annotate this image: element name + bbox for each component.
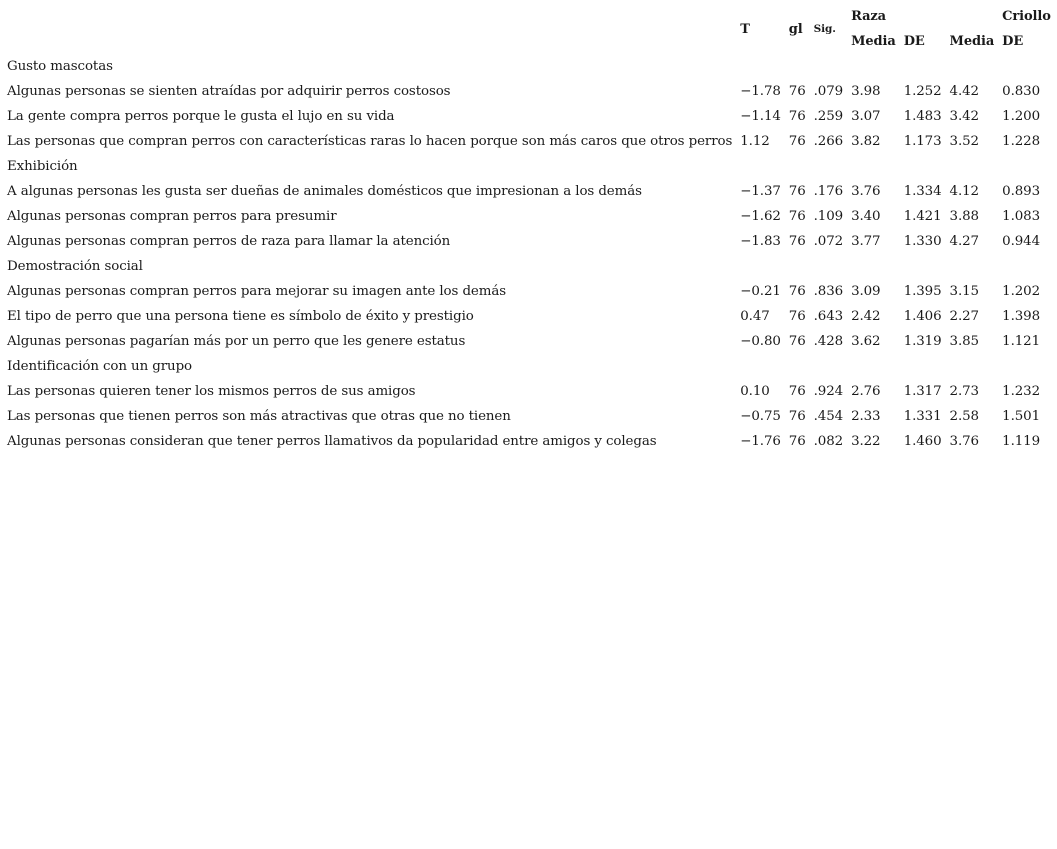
empty-cell <box>785 154 810 179</box>
empty-cell <box>847 154 900 179</box>
raza-de-value: 1.395 <box>903 284 942 299</box>
gl-header: gl <box>788 21 803 37</box>
t-value: 0.10 <box>740 384 770 399</box>
sig-value: .082 <box>813 434 844 449</box>
empty-cell <box>900 154 946 179</box>
empty-cell <box>998 54 1055 79</box>
table-row <box>3 329 1055 354</box>
group-raza-header: Raza <box>851 9 886 24</box>
sig-value: .079 <box>813 84 844 99</box>
raza-media-value: 3.22 <box>851 434 881 449</box>
t-value: −0.80 <box>740 334 781 349</box>
criollo-media-value: 2.27 <box>949 309 979 324</box>
t-value: −1.62 <box>740 209 781 224</box>
raza-de-value: 1.406 <box>903 309 942 324</box>
empty-cell <box>847 354 900 379</box>
sig-value: .259 <box>813 109 844 124</box>
criollo-de-value: 1.232 <box>1002 384 1040 399</box>
gl-value: 76 <box>788 284 806 299</box>
criollo-de-value: 1.119 <box>1002 434 1040 449</box>
table-row <box>3 429 1055 454</box>
raza-media-value: 3.77 <box>851 234 881 249</box>
raza-media-value: 3.40 <box>851 209 881 224</box>
empty-cell <box>900 354 946 379</box>
sig-value: .428 <box>813 334 844 349</box>
section-label: Identificación con un grupo <box>7 359 192 374</box>
sig-value: .643 <box>813 309 844 324</box>
gl-value: 76 <box>788 184 806 199</box>
item-label: A algunas personas les gusta ser dueñas de animales domésticos que impresionan a los demás <box>7 184 642 199</box>
t-value: −0.75 <box>740 409 781 424</box>
table-header <box>3 4 1055 54</box>
gl-value: 76 <box>788 134 806 149</box>
raza-de-value: 1.421 <box>903 209 942 224</box>
empty-cell <box>785 354 810 379</box>
criollo-media-value: 2.73 <box>949 384 979 399</box>
table-row <box>3 129 1055 154</box>
t-header: T <box>740 21 750 37</box>
criollo-de-value: 0.830 <box>1002 84 1040 99</box>
raza-media-value: 2.33 <box>851 409 881 424</box>
criollo-media-value: 4.12 <box>949 184 979 199</box>
criollo-media-value: 2.58 <box>949 409 979 424</box>
criollo-media-header: Media <box>949 34 995 49</box>
empty-header-cell <box>900 4 946 29</box>
empty-cell <box>900 54 946 79</box>
section-label: Gusto mascotas <box>7 59 113 74</box>
item-label: Algunas personas se sienten atraídas por adquirir perros costosos <box>7 84 451 99</box>
sig-value: .836 <box>813 284 844 299</box>
empty-cell <box>810 254 847 279</box>
results-table <box>3 4 1055 454</box>
section-row <box>3 54 1055 79</box>
criollo-media-value: 4.27 <box>949 234 979 249</box>
item-label: Algunas personas compran perros de raza para llamar la atención <box>7 234 451 249</box>
empty-cell <box>736 154 785 179</box>
criollo-media-value: 3.42 <box>949 109 979 124</box>
empty-cell <box>946 154 999 179</box>
gl-value: 76 <box>788 384 806 399</box>
criollo-media-value: 3.85 <box>949 334 979 349</box>
raza-de-value: 1.331 <box>903 409 942 424</box>
empty-cell <box>998 354 1055 379</box>
table-row <box>3 79 1055 104</box>
t-value: −1.76 <box>740 434 781 449</box>
sig-value: .072 <box>813 234 844 249</box>
table-row <box>3 179 1055 204</box>
header-row-1 <box>3 4 1055 29</box>
section-label: Exhibición <box>7 159 78 174</box>
criollo-de-value: 1.083 <box>1002 209 1040 224</box>
criollo-media-value: 3.15 <box>949 284 979 299</box>
t-value: −1.14 <box>740 109 781 124</box>
t-value: −0.21 <box>740 284 781 299</box>
item-label: Algunas personas compran perros para presumir <box>7 209 337 224</box>
empty-cell <box>785 54 810 79</box>
raza-media-value: 3.09 <box>851 284 881 299</box>
empty-cell <box>736 354 785 379</box>
sig-header: Sig. <box>813 22 836 35</box>
criollo-de-value: 0.893 <box>1002 184 1040 199</box>
item-label: Las personas que tienen perros son más atractivas que otras que no tienen <box>7 409 511 424</box>
criollo-de-value: 1.121 <box>1002 334 1040 349</box>
criollo-de-header: DE <box>1002 34 1024 49</box>
empty-cell <box>810 154 847 179</box>
item-label: Las personas quieren tener los mismos perros de sus amigos <box>7 384 416 399</box>
criollo-de-value: 1.200 <box>1002 109 1040 124</box>
item-column-header <box>3 4 736 54</box>
gl-value: 76 <box>788 309 806 324</box>
section-row <box>3 354 1055 379</box>
raza-de-value: 1.319 <box>903 334 942 349</box>
section-row <box>3 254 1055 279</box>
table-row <box>3 104 1055 129</box>
criollo-media-value: 3.76 <box>949 434 979 449</box>
raza-de-value: 1.460 <box>903 434 942 449</box>
item-label: Algunas personas compran perros para mejorar su imagen ante los demás <box>7 284 506 299</box>
table-row <box>3 304 1055 329</box>
raza-media-value: 3.62 <box>851 334 881 349</box>
table-body <box>3 54 1055 454</box>
empty-cell <box>810 354 847 379</box>
item-label: Las personas que compran perros con características raras lo hacen porque son más caros que otros perros <box>7 134 733 149</box>
sig-value: .266 <box>813 134 844 149</box>
empty-cell <box>810 54 847 79</box>
item-label: El tipo de perro que una persona tiene es símbolo de éxito y prestigio <box>7 309 474 324</box>
sig-value: .454 <box>813 409 844 424</box>
raza-de-value: 1.317 <box>903 384 942 399</box>
criollo-de-value: 1.501 <box>1002 409 1040 424</box>
empty-cell <box>847 254 900 279</box>
criollo-media-value: 4.42 <box>949 84 979 99</box>
item-label: Algunas personas pagarían más por un perro que les genere estatus <box>7 334 466 349</box>
group-criollo-header: Criollo <box>1002 9 1051 24</box>
sig-value: .176 <box>813 184 844 199</box>
raza-media-value: 2.42 <box>851 309 881 324</box>
gl-value: 76 <box>788 109 806 124</box>
empty-cell <box>946 254 999 279</box>
empty-cell <box>736 254 785 279</box>
raza-media-value: 3.76 <box>851 184 881 199</box>
criollo-de-value: 1.398 <box>1002 309 1040 324</box>
raza-de-value: 1.173 <box>903 134 942 149</box>
gl-value: 76 <box>788 234 806 249</box>
raza-media-value: 3.98 <box>851 84 881 99</box>
gl-value: 76 <box>788 84 806 99</box>
empty-cell <box>785 254 810 279</box>
gl-value: 76 <box>788 409 806 424</box>
raza-media-header: Media <box>851 34 896 49</box>
table-row <box>3 229 1055 254</box>
criollo-de-value: 1.202 <box>1002 284 1040 299</box>
section-row <box>3 154 1055 179</box>
criollo-media-value: 3.52 <box>949 134 979 149</box>
table-row <box>3 279 1055 304</box>
raza-de-value: 1.334 <box>903 184 942 199</box>
empty-cell <box>847 54 900 79</box>
criollo-de-value: 1.228 <box>1002 134 1040 149</box>
empty-header-cell <box>946 4 999 29</box>
raza-media-value: 2.76 <box>851 384 881 399</box>
table-row <box>3 379 1055 404</box>
item-label: Algunas personas consideran que tener perros llamativos da popularidad entre amigos y colegas <box>7 434 657 449</box>
empty-cell <box>946 54 999 79</box>
sig-value: .109 <box>813 209 844 224</box>
raza-media-value: 3.82 <box>851 134 881 149</box>
raza-media-value: 3.07 <box>851 109 881 124</box>
raza-de-value: 1.330 <box>903 234 942 249</box>
empty-cell <box>998 254 1055 279</box>
empty-cell <box>946 354 999 379</box>
empty-cell <box>998 154 1055 179</box>
criollo-media-value: 3.88 <box>949 209 979 224</box>
raza-de-value: 1.483 <box>903 109 942 124</box>
gl-value: 76 <box>788 334 806 349</box>
empty-cell <box>736 54 785 79</box>
criollo-de-value: 0.944 <box>1002 234 1040 249</box>
t-value: −1.37 <box>740 184 781 199</box>
sig-value: .924 <box>813 384 844 399</box>
section-label: Demostración social <box>7 259 143 274</box>
gl-value: 76 <box>788 209 806 224</box>
t-value: 1.12 <box>740 134 770 149</box>
gl-value: 76 <box>788 434 806 449</box>
table-row <box>3 204 1055 229</box>
t-value: −1.83 <box>740 234 781 249</box>
empty-cell <box>900 254 946 279</box>
table-row <box>3 404 1055 429</box>
t-value: 0.47 <box>740 309 770 324</box>
t-value: −1.78 <box>740 84 781 99</box>
raza-de-value: 1.252 <box>903 84 942 99</box>
item-label: La gente compra perros porque le gusta el lujo en su vida <box>7 109 395 124</box>
raza-de-header: DE <box>903 34 925 49</box>
